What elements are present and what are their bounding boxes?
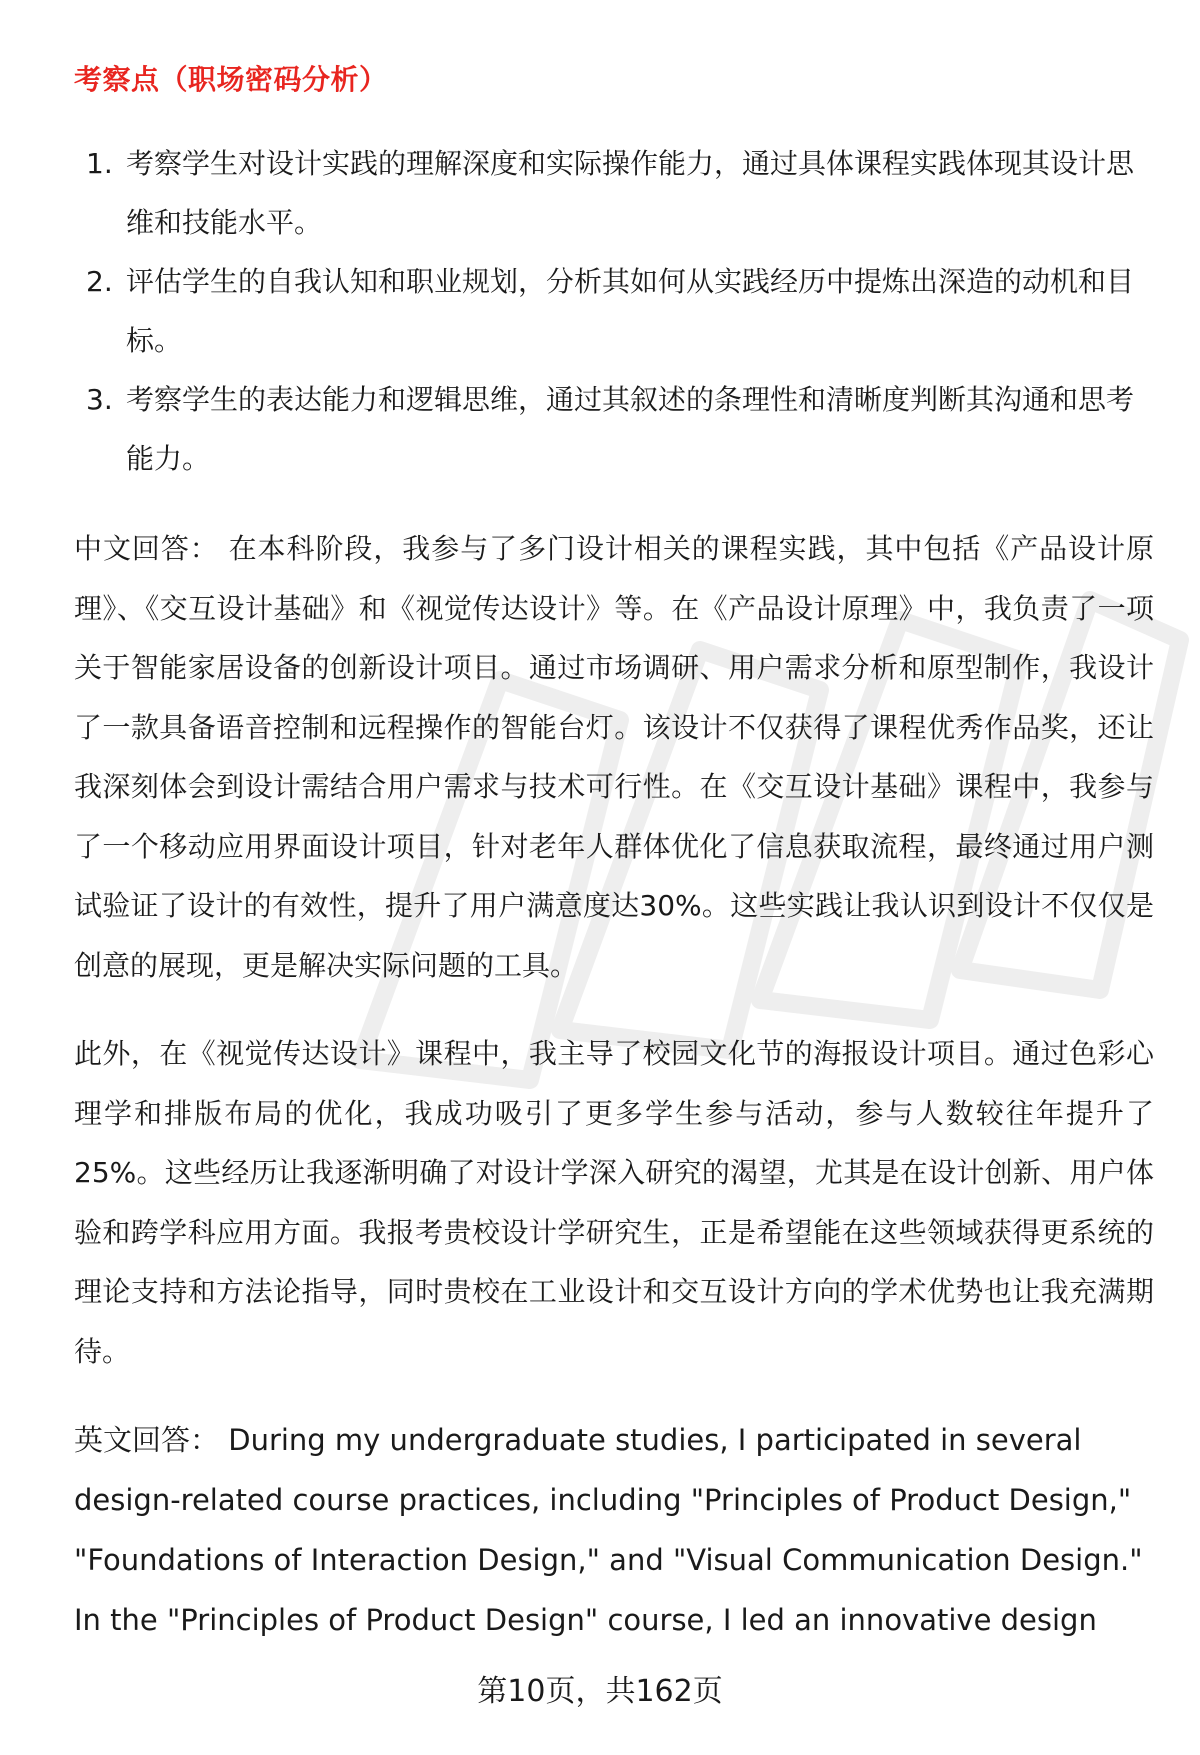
list-item-number: 1. — [86, 147, 113, 180]
chinese-answer-paragraph-2: 此外，在《视觉传达设计》课程中，我主导了校园文化节的海报设计项目。通过色彩心理学和排版布局的优化，我成功吸引了更多学生参与活动，参与人数较往年提升了25%。这些经历让我逐渐明确了对设计学深入研究的渴望，尤其是在设计创新、用户体验和跨学科应用方面。我报考贵校设计学研究生，正是希望能在这些领域获得更系统的理论支持和方法论指导，同时贵校在工业设计和交互设计方向的学术优势也让我充满期待。 — [74, 1037, 1154, 1368]
list-item-text: 考察学生对设计实践的理解深度和实际操作能力，通过具体课程实践体现其设计思维和技能水平。 — [126, 147, 1135, 239]
list-item — [74, 370, 1144, 488]
chinese-answer-text-1: 在本科阶段，我参与了多门设计相关的课程实践，其中包括《产品设计原理》、《交互设计基础》和《视觉传达设计》等。在《产品设计原理》中，我负责了一项关于智能家居设备的创新设计项目。通过市场调研、用户需求分析和原型制作，我设计了一款具备语音控制和远程操作的智能台灯。该设计不仅获得了课程优秀作品奖，还让我深刻体会到设计需结合用户需求与技术可行性。在《交互设计基础》课程中，我参与了一个移动应用界面设计项目，针对老年人群体优化了信息获取流程，最终通过用户测试验证了设计的有效性，提升了用户满意度达30%。这些实践让我认识到设计不仅仅是创意的展现，更是解决实际问题的工具。 — [74, 532, 1154, 982]
list-item — [74, 134, 1144, 252]
page-indicator: 第10页，共162页 — [477, 1674, 723, 1709]
section-heading: 考察点（职场密码分析） — [74, 63, 388, 96]
list-item-text: 考察学生的表达能力和逻辑思维，通过其叙述的条理性和清晰度判断其沟通和思考能力。 — [126, 383, 1135, 475]
chinese-answer-paragraph-1 — [74, 519, 1154, 995]
english-answer-paragraph — [74, 1410, 1144, 1650]
list-item-number: 3. — [86, 383, 113, 416]
list-item — [74, 252, 1144, 370]
english-answer-text: During my undergraduate studies, I participated in several design-related course practices, including "Principles of Product Design," "Foundations of Interaction Design," and "Visual Communication Design." In the "Principles of Product Design" course, I led an innovative design — [74, 1423, 1143, 1637]
list-item-text: 评估学生的自我认知和职业规划，分析其如何从实践经历中提炼出深造的动机和目标。 — [126, 265, 1135, 357]
chinese-answer-label: 中文回答： — [74, 532, 219, 565]
english-answer-label: 英文回答： — [74, 1423, 220, 1457]
list-item-number: 2. — [86, 265, 113, 298]
exam-points-list — [74, 134, 1144, 488]
